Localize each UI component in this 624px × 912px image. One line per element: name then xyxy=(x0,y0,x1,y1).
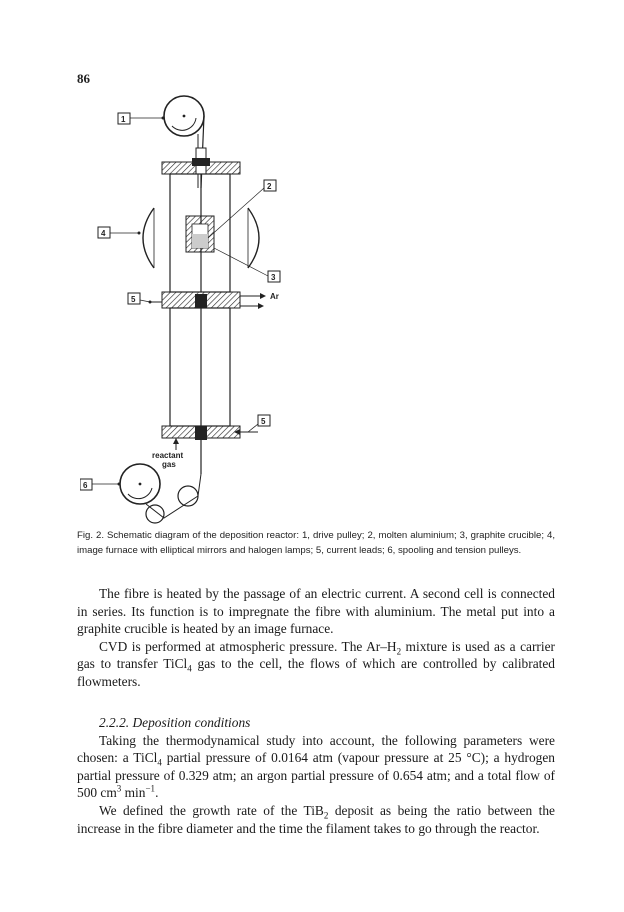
callout-4-label: 4 xyxy=(101,229,106,238)
callout-5-upper-label: 5 xyxy=(131,295,136,304)
callout-5-upper xyxy=(128,293,152,304)
figure-caption: Fig. 2. Schematic diagram of the deposition reactor: 1, drive pulley; 2, molten aluminium; 3, graphite crucible; 4, image furnace with elliptical mirrors and halogen lamps; 5, current leads; 6, spooling and tension pulleys. xyxy=(77,530,555,556)
reactant-gas-inlet xyxy=(152,438,183,469)
paragraph-1: The fibre is heated by the passage of an electric current. A second cell is connected in series. Its function is to impregnate the fibre with aluminium. The metal put into a graphite crucible is heated by an image furnace. xyxy=(77,586,555,637)
callout-2 xyxy=(208,180,276,238)
bottom-flange xyxy=(162,426,258,440)
paragraph-4: We defined the growth rate of the TiB$_2$ deposit as being the ratio between the increase in the fibre diameter and the time the filament takes to go through the reactor. xyxy=(77,802,556,836)
top-flange xyxy=(162,148,240,174)
lower-cell xyxy=(170,308,230,426)
callout-1-label: 1 xyxy=(121,115,126,124)
body-text xyxy=(77,585,555,691)
callout-2-label: 2 xyxy=(267,182,272,191)
drive-pulley xyxy=(164,96,204,136)
callout-1 xyxy=(118,113,165,124)
reactor-schematic xyxy=(80,88,340,528)
reactant-label: reactant xyxy=(152,451,184,460)
page-number: 86 xyxy=(77,71,90,86)
body-text-section xyxy=(77,714,555,837)
callout-6-label: 6 xyxy=(83,481,88,490)
right-mirror xyxy=(248,208,259,268)
graphite-crucible xyxy=(186,216,214,252)
spooling-pulley xyxy=(120,464,160,504)
callout-3 xyxy=(214,248,280,282)
callout-5-lower-label: 5 xyxy=(261,417,266,426)
gas-label: gas xyxy=(162,460,176,469)
callout-4 xyxy=(98,227,141,238)
section-heading: 2.2.2. Deposition conditions xyxy=(99,715,251,730)
callout-6 xyxy=(80,479,121,490)
callout-3-label: 3 xyxy=(271,273,276,282)
paragraph-3: Taking the thermodynamical study into account, the following parameters were chosen: a TiCl$_4$ partial pressure of 0.0164 atm (vapour pressure at 25 °C); a hydrogen partial pressure of 0.329 atm; an argon partial pressure of 0.654 atm; and a total flow of 500 $cm^3$ $\min^{-1}$. xyxy=(77,732,555,801)
callout-5-lower xyxy=(248,415,270,432)
paragraph-2: CVD is performed at atmospheric pressure. The $Ar-H_2$ mixture is used as a carrier gas to transfer TiCl$_4$ gas to the cell, the flows of which are controlled by calibrated flowmeters. xyxy=(77,638,555,689)
argon-outlet-label: Ar xyxy=(270,292,279,301)
middle-flange xyxy=(150,292,266,309)
tension-pulley-left xyxy=(146,505,164,523)
left-mirror xyxy=(143,208,154,268)
